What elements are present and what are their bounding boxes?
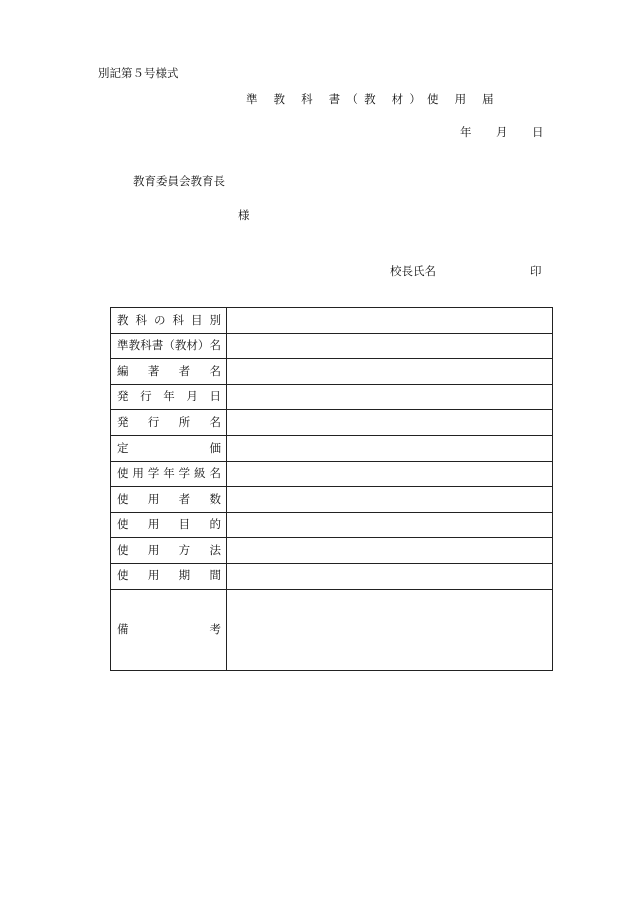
label-char: 行 [140, 389, 152, 404]
label-char: 発 [117, 389, 129, 404]
field-label-text [117, 491, 221, 506]
field-value[interactable] [227, 333, 553, 359]
label-char: 使 [117, 466, 129, 481]
table-row [111, 512, 553, 538]
label-char: 著 [147, 363, 160, 378]
principal-name-label: 校長氏名 [390, 264, 436, 278]
label-char: 者 [178, 363, 191, 378]
field-label [111, 589, 227, 670]
label-char: 用 [147, 491, 160, 506]
label-char: 級 [194, 466, 206, 481]
label-char: 年 [163, 389, 175, 404]
table-row [111, 461, 553, 487]
field-label-text [117, 621, 221, 636]
field-label-text [117, 340, 221, 352]
label-char: 間 [209, 568, 221, 583]
label-char: 名 [209, 338, 221, 353]
label-char: 的 [209, 517, 221, 532]
field-value[interactable] [227, 359, 553, 385]
field-label-text [117, 542, 221, 557]
label-char: 用 [132, 466, 144, 481]
label-char: 使 [117, 491, 129, 506]
date-line [460, 127, 544, 139]
label-char: 名 [209, 466, 221, 481]
field-label-text [117, 312, 221, 327]
addressee: 教育委員会教育長 [133, 174, 225, 188]
field-label-text [117, 519, 221, 531]
label-char: 者 [178, 491, 191, 506]
label-char: 用 [147, 542, 160, 557]
table-row [111, 333, 553, 359]
label-char: 教 [128, 338, 141, 353]
field-label-text [117, 363, 221, 378]
field-label-text [117, 414, 221, 429]
date-day-label: 日 [532, 125, 544, 139]
form-number: 別記第５号様式 [98, 66, 179, 80]
field-value[interactable] [227, 512, 553, 538]
field-label-text [117, 440, 221, 455]
field-value[interactable] [227, 487, 553, 513]
label-char: 価 [209, 440, 221, 455]
label-char: 期 [178, 568, 191, 583]
label-char: 月 [186, 389, 198, 404]
label-char: 法 [209, 542, 221, 557]
field-value[interactable] [227, 563, 553, 589]
label-char: 定 [117, 440, 129, 455]
field-label [111, 308, 227, 334]
table-row [111, 538, 553, 564]
date-year-label: 年 [460, 125, 472, 139]
label-char: 備 [117, 621, 129, 636]
seal-label: 印 [530, 264, 542, 278]
table-row [111, 435, 553, 461]
field-value[interactable] [227, 461, 553, 487]
label-char: 年 [163, 466, 175, 481]
label-char: 科 [140, 338, 152, 353]
field-label [111, 359, 227, 385]
label-char: の [154, 312, 166, 327]
document-title: 準 教 科 書（教 材）使 用 届 [246, 92, 500, 106]
field-label [111, 538, 227, 564]
label-char: 考 [209, 621, 221, 636]
field-value[interactable] [227, 435, 553, 461]
label-char: 使 [117, 517, 129, 532]
label-char: 所 [178, 414, 191, 429]
field-value[interactable] [227, 308, 553, 334]
field-label [111, 563, 227, 589]
label-char: 名 [209, 363, 221, 378]
label-char: 発 [117, 414, 129, 429]
label-char: 使 [117, 542, 129, 557]
label-char: 名 [209, 414, 221, 429]
field-label [111, 461, 227, 487]
label-char: 使 [117, 568, 129, 583]
label-char: 科 [172, 312, 184, 327]
label-char: 方 [178, 542, 191, 557]
label-char: 日 [209, 389, 221, 404]
field-label-text [117, 468, 221, 480]
label-char: 科 [135, 312, 147, 327]
label-char: 編 [117, 363, 129, 378]
table-row [111, 487, 553, 513]
field-label [111, 410, 227, 436]
label-char: 用 [147, 568, 160, 583]
label-char: 数 [209, 491, 221, 506]
field-label-text [117, 391, 221, 403]
label-char: 用 [147, 517, 160, 532]
field-value[interactable] [227, 384, 553, 410]
label-char: 目 [191, 312, 203, 327]
field-label [111, 384, 227, 410]
table-row [111, 308, 553, 334]
label-char: 行 [147, 414, 160, 429]
label-char: （教材） [163, 338, 210, 353]
label-char: 教 [117, 312, 129, 327]
label-char: 目 [178, 517, 191, 532]
field-label [111, 435, 227, 461]
remarks-value[interactable] [227, 589, 553, 670]
field-label [111, 487, 227, 513]
label-char: 準 [117, 338, 129, 353]
honorific: 様 [238, 208, 250, 222]
field-label [111, 333, 227, 359]
table-row [111, 359, 553, 385]
label-char: 学 [178, 466, 191, 481]
table-row [111, 589, 553, 670]
field-label-text [117, 570, 221, 582]
field-label [111, 512, 227, 538]
label-char: 学 [147, 466, 160, 481]
table-row [111, 384, 553, 410]
field-value[interactable] [227, 538, 553, 564]
table-row [111, 563, 553, 589]
report-form-table [110, 307, 553, 671]
date-month-label: 月 [496, 125, 508, 139]
label-char: 書 [151, 338, 164, 353]
table-row [111, 410, 553, 436]
label-char: 別 [209, 312, 221, 327]
field-value[interactable] [227, 410, 553, 436]
